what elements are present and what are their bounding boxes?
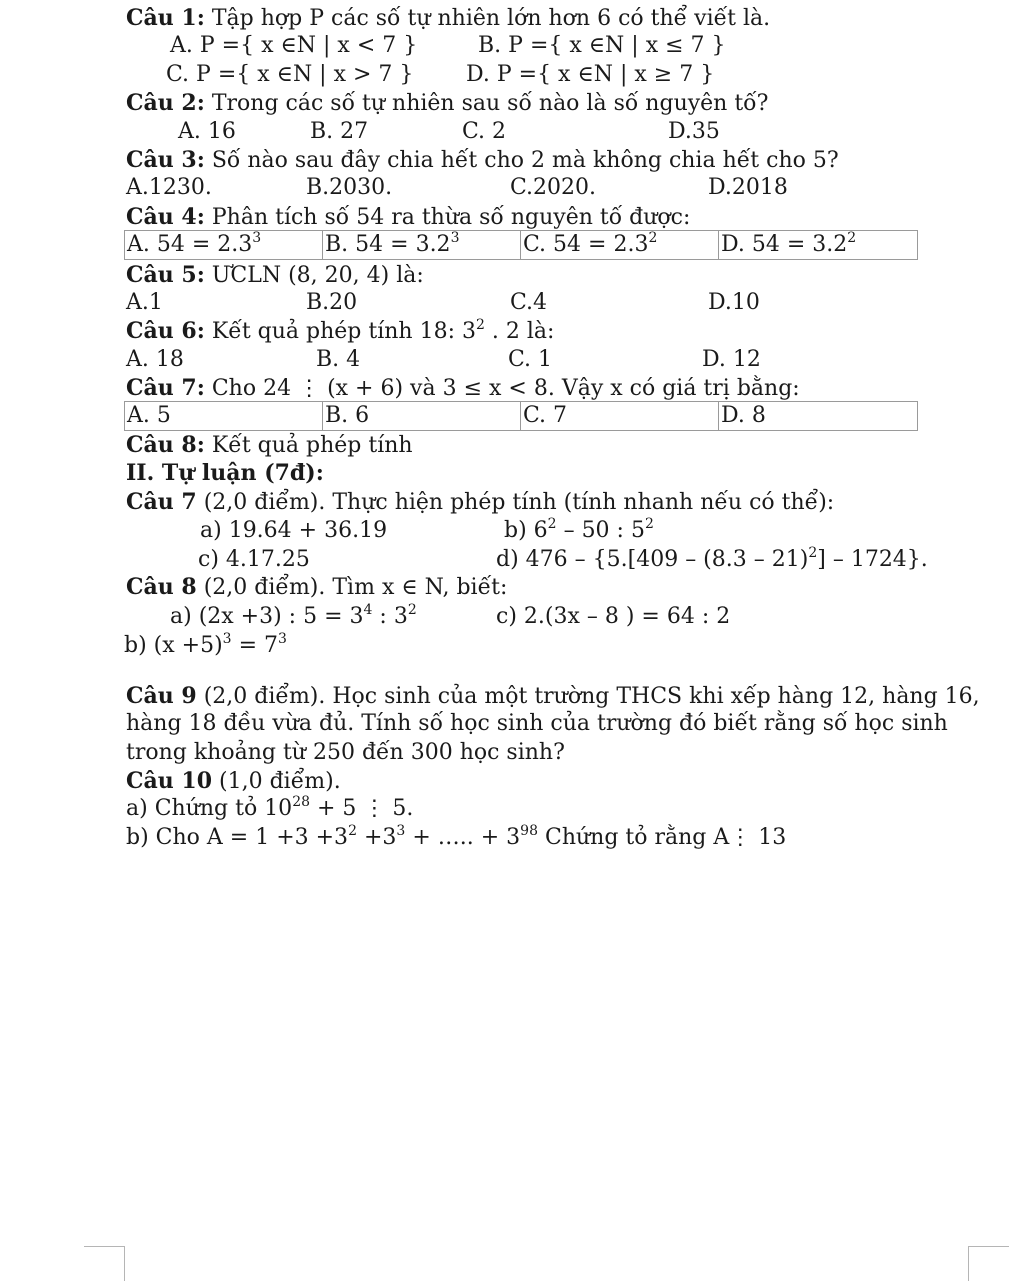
essay-question-7 [126,488,834,517]
essay-8-label: Câu 8 [126,574,197,600]
essay-9-line-2: hàng 18 đều vừa đủ. Tính số học sinh của trường đó biết rằng số học sinh [126,711,948,736]
question-7-text: Cho 24 ⋮ (x + 6) và 3 ≤ x < 8. Vậy x có giá trị bằng: [204,376,800,401]
question-4-text: Phân tích số 54 ra thừa số nguyên tố được: [204,205,691,230]
q5-option-c: C.4 [510,290,548,315]
q5-option-a: A.1 [126,290,163,315]
essay-8-b-exp1: 3 [222,631,232,647]
essay-10-a-exp: 28 [292,794,311,810]
q6-option-b: B. 4 [316,347,361,372]
question-8-text: Kết quả phép tính [204,433,413,458]
q4-option-b-exp: 3 [450,230,460,246]
essay-8-part-b [124,632,287,660]
essay-question-10 [126,767,341,796]
essay-10-b-mid2: + ….. + 3 [405,825,521,850]
essay-10-part-b [126,824,786,852]
essay-10-a-pre: a) Chứng tỏ 10 [126,796,293,821]
essay-10-b-pre: b) Cho A = 1 +3 +3 [126,825,349,850]
q1-option-c: C. P ={ x ∈N | x > 7 } [166,62,414,87]
essay-8-part-a [170,603,417,631]
essay-8-a-mid: : 3 [372,604,408,629]
question-6-label: Câu 6: [126,318,205,344]
q4-options-table [124,230,918,260]
question-7-label: Câu 7: [126,375,205,401]
essay-10-part-a [126,795,413,823]
essay-8-b-mid: = 7 [231,633,278,658]
q4-option-c-exp: 2 [648,230,658,246]
question-8-label: Câu 8: [126,432,205,458]
q3-option-a: A.1230. [126,175,212,200]
essay-7-b-exp1: 2 [547,516,557,532]
question-3 [126,146,839,175]
essay-10-b-exp2: 3 [396,823,406,839]
q2-option-a: A. 16 [178,119,236,144]
q4-option-c-base: C. 54 = 2.3 [523,232,649,257]
question-4 [126,203,690,232]
essay-9-label: Câu 9 [126,683,197,709]
q4-option-b-base: B. 54 = 3.2 [325,232,451,257]
essay-8-text: (2,0 điểm). Tìm x ∈ N, biết: [196,575,508,600]
q1-option-b: B. P ={ x ∈N | x ≤ 7 } [478,33,726,58]
essay-10-b-exp1: 2 [348,823,357,839]
essay-7-part-a: a) 19.64 + 36.19 [200,518,388,543]
page-corner-mark-right [968,1246,1009,1281]
essay-8-a-exp1: 4 [363,602,373,618]
essay-8-a-pre: a) (2x +3) : 5 = 3 [170,604,364,629]
q4-option-a-base: A. 54 = 2.3 [127,232,253,257]
essay-10-b-mid1: +3 [356,825,397,850]
q6-option-a: A. 18 [126,347,184,372]
q6-option-d: D. 12 [702,347,761,372]
q3-option-b: B.2030. [306,175,393,200]
q2-option-c: C. 2 [462,119,507,144]
essay-7-b-pre: b) 6 [504,518,548,543]
question-2-label: Câu 2: [126,90,205,116]
q3-option-c: C.2020. [510,175,597,200]
q4-option-d [719,231,856,259]
q4-option-d-exp: 2 [847,230,857,246]
question-3-label: Câu 3: [126,147,205,173]
q5-option-b: B.20 [306,290,358,315]
q4-option-c [521,231,657,259]
essay-10-label: Câu 10 [126,768,213,794]
essay-7-part-c: c) 4.17.25 [198,547,310,572]
essay-9-line-3: trong khoảng từ 250 đến 300 học sinh? [126,740,565,765]
q7-option-b: B. 6 [325,403,370,428]
q4-option-b [323,231,459,259]
essay-question-8 [126,573,507,602]
q3-option-d: D.2018 [708,175,788,200]
essay-10-b-exp3: 98 [520,823,538,839]
q4-option-d-base: D. 54 = 3.2 [721,232,848,257]
essay-7-b-exp2: 2 [644,516,654,532]
essay-8-b-exp2: 3 [278,631,287,647]
q1-option-a: A. P ={ x ∈N | x < 7 } [170,33,418,58]
essay-7-label: Câu 7 [126,489,197,515]
question-1-label: Câu 1: [126,5,205,31]
section-heading: II. Tự luận (7đ): [126,460,324,486]
question-3-text: Số nào sau đây chia hết cho 2 mà không chia hết cho 5? [204,148,839,173]
essay-7-b-mid: – 50 : 5 [556,518,645,543]
essay-question-9 [126,682,980,711]
essay-10-a-post: + 5 ⋮ 5. [310,796,414,821]
q7-option-c: C. 7 [523,403,568,428]
question-6 [126,317,554,346]
essay-8-a-exp2: 2 [407,602,417,618]
q5-option-d: D.10 [708,290,760,315]
q6-option-c: C. 1 [508,347,553,372]
question-5 [126,261,424,290]
question-5-label: Câu 5: [126,262,205,288]
question-1-text: Tập hợp P các số tự nhiên lớn hơn 6 có thể viết là. [204,6,771,31]
essay-10-text: (1,0 điểm). [212,769,341,794]
essay-10-b-post: Chứng tỏ rằng A⋮ 13 [538,825,787,850]
q2-option-b: B. 27 [310,119,369,144]
essay-7-d-pre: d) 476 – {5.[409 – (8.3 – 21) [496,547,809,572]
q4-option-a-exp: 3 [252,230,262,246]
q2-option-d: D.35 [668,119,720,144]
essay-7-d-post: ] – 1724}. [817,547,928,572]
question-2-text: Trong các số tự nhiên sau số nào là số nguyên tố? [204,91,769,116]
question-4-label: Câu 4: [126,204,205,230]
question-1 [126,4,770,33]
page-corner-mark-left [84,1246,125,1281]
essay-7-part-b [504,517,654,545]
question-2 [126,89,768,118]
q7-options-table [124,401,918,431]
q4-option-a [125,231,261,259]
essay-8-b-pre: b) (x +5) [124,633,223,658]
question-6-text: Kết quả phép tính 18: 3 [204,319,476,344]
essay-9-text: (2,0 điểm). Học sinh của một trường THCS khi xếp hàng 12, hàng 16, [196,684,980,709]
question-8 [126,431,413,460]
essay-7-text: (2,0 điểm). Thực hiện phép tính (tính nhanh nếu có thể): [196,490,835,515]
question-7 [126,374,800,403]
q7-option-a: A. 5 [127,403,171,428]
question-5-text: ƯCLN (8, 20, 4) là: [204,263,424,288]
essay-8-part-c: c) 2.(3x – 8 ) = 64 : 2 [496,604,731,629]
question-6-text-end: . 2 là: [484,319,555,344]
q7-option-d: D. 8 [721,403,766,428]
essay-7-part-d [496,546,928,574]
q1-option-d: D. P ={ x ∈N | x ≥ 7 } [466,62,715,87]
question-6-exponent: 2 [475,317,485,333]
essay-7-d-exp: 2 [808,545,818,561]
